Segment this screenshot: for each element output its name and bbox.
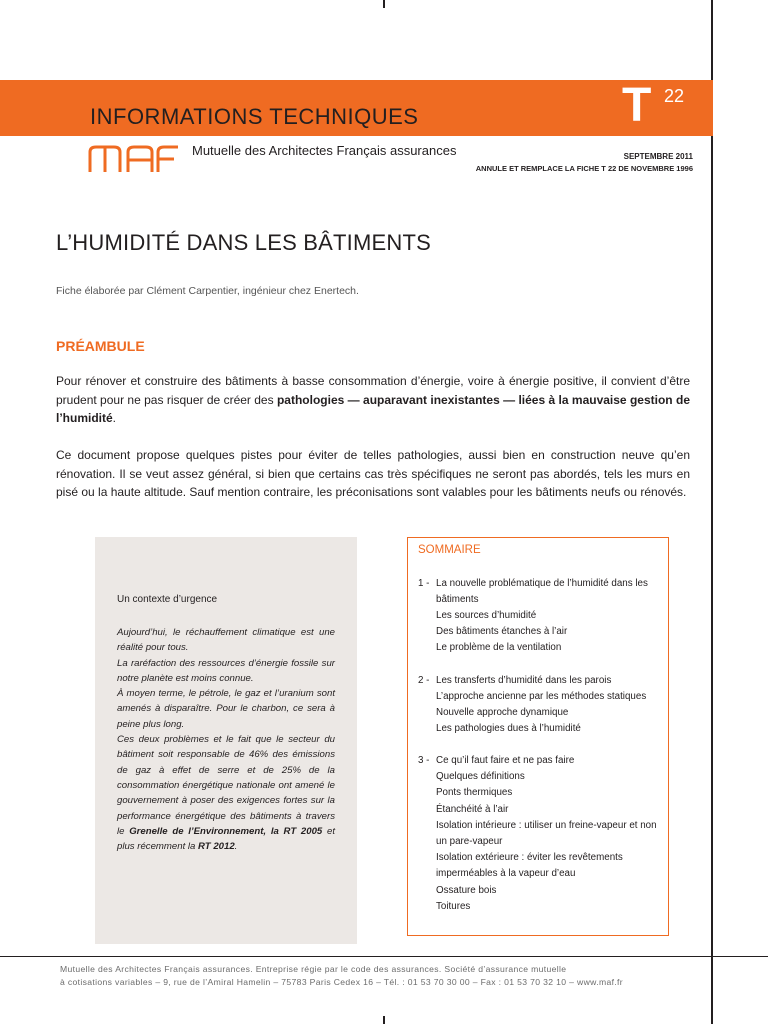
toc-section-number: 2 - — [418, 674, 430, 686]
toc-item: Toitures — [436, 900, 471, 912]
footer — [60, 963, 700, 989]
toc-item: Le problème de la ventilation — [436, 642, 562, 654]
paragraph1-text-a: Pour rénover et construire des bâtiments à basse consommation d’énergie, voire à énergie positive, il convient d’être prudent pour ne pas risquer de créer des — [56, 374, 690, 407]
context-line-4d: RT 2012 — [198, 841, 235, 853]
footer-line-2: à cotisations variables – 9, rue de l’Amiral Hamelin – 75783 Paris Cedex 16 – Tél. : 01 53 70 30 00 – Fax : 01 53 70 32 10 – www.maf.fr — [60, 977, 624, 987]
document-title: L’HUMIDITÉ DANS LES BÂTIMENTS — [56, 230, 431, 255]
toc-item: Les pathologies dues à l’humidité — [436, 723, 581, 735]
toc-section-title: La nouvelle problématique de l’humidité dans les bâtiments — [436, 578, 648, 605]
toc-section-heading — [418, 673, 663, 689]
context-line-3: À moyen terme, le pétrole, le gaz et l’uranium sont amenés à disparaître. Pour le charbon, ce sera à peine plus long. — [117, 688, 335, 730]
series-title-part2: TECHNIQUES — [269, 104, 419, 129]
footer-rule — [0, 956, 768, 957]
toc-item: Isolation intérieure : utiliser un freine-vapeur et non un pare-vapeur — [436, 819, 657, 848]
fiche-badge — [612, 79, 712, 134]
context-line-4b: Grenelle de l’Environnement, la RT 2005 — [129, 825, 323, 837]
toc-title: SOMMAIRE — [418, 544, 481, 556]
page-edge-line — [711, 0, 713, 1024]
toc-section — [418, 576, 663, 657]
crop-mark-top — [383, 0, 385, 8]
toc-item: Ponts thermiques — [436, 787, 513, 799]
toc-item: Les sources d’humidité — [436, 610, 537, 621]
paragraph1-highlight: pathologies — auparavant inexistantes — liées à la mauvaise gestion de l’humidité — [56, 392, 690, 425]
section-heading: PRÉAMBULE — [56, 338, 145, 354]
organization-name: Mutuelle des Architectes Français assurances — [192, 143, 457, 158]
toc-section-title: Les transferts d’humidité dans les parois — [436, 674, 612, 686]
publication-date: SEPTEMBRE 2011 — [623, 152, 693, 161]
context-line-2: La raréfaction des ressources d’énergie fossile sur notre planète est moins connue. — [117, 657, 335, 684]
toc-item: Isolation extérieure : éviter les revêtements imperméables à la vapeur d’eau — [436, 852, 623, 880]
context-box-text — [117, 625, 335, 854]
footer-line-1: Mutuelle des Architectes Français assurances. Entreprise régie par le code des assurances. Société d’assurance mutuelle — [60, 964, 567, 974]
crop-mark-bottom — [383, 1016, 385, 1024]
badge-number: 22 — [664, 86, 685, 106]
series-title — [90, 104, 419, 130]
context-line-4c: et plus récemment la — [117, 825, 336, 853]
toc-item: Des bâtiments étanches à l’air — [436, 626, 568, 638]
toc-item: Nouvelle approche dynamique — [436, 706, 569, 718]
context-box — [95, 537, 357, 944]
context-line-4a: Ces deux problèmes et le fait que le secteur du bâtiment soit responsable de 46% des émissions de gaz à effet de serre et de 25% de la consommation énergétique nationale ont amené le gouvernement à poser des exigences fortes sur la performance énergétique des bâtiments à travers le — [117, 734, 335, 837]
preamble-paragraph-2: Ce document propose quelques pistes pour éviter de telles pathologies, aussi bien en construction neuve qu’en rénovation. Il se veut assez général, si bien que certains cas très spécifiques ne seront pas abordés, tels les murs en pisé ou la haute altitude. Sauf mention contraire, les préconisations sont valables pour les bâtiments neufs ou rénovés. — [56, 448, 690, 499]
toc-section-heading — [418, 753, 663, 769]
toc-item: Ossature bois — [436, 884, 497, 896]
paragraph1-text-c: . — [112, 411, 117, 425]
toc-section — [418, 673, 663, 738]
toc-list — [418, 576, 663, 931]
preamble-paragraph-1 — [56, 372, 690, 428]
toc-section-title: Ce qu’il faut faire et ne pas faire — [436, 755, 575, 767]
table-of-contents — [407, 537, 669, 936]
replaces-notice: ANNULE ET REMPLACE LA FICHE T 22 DE NOVEMBRE 1996 — [475, 164, 693, 173]
context-line-1: Aujourd’hui, le réchauffement climatique est une réalité pour tous. — [117, 627, 335, 654]
maf-logo-icon — [88, 144, 180, 174]
context-line-4e: . — [234, 841, 238, 853]
toc-item: Étanchéité à l’air — [436, 803, 509, 815]
series-title-part1: INFORMATIONS — [90, 104, 264, 129]
toc-section — [418, 753, 663, 915]
toc-section-number: 1 - — [418, 578, 430, 589]
toc-section-number: 3 - — [418, 755, 430, 767]
context-box-title: Un contexte d’urgence — [117, 594, 218, 605]
toc-section-heading — [418, 576, 663, 608]
toc-item: L’approche ancienne par les méthodes statiques — [436, 690, 647, 702]
badge-letter: T — [622, 79, 652, 132]
author-line: Fiche élaborée par Clément Carpentier, ingénieur chez Enertech. — [56, 285, 359, 297]
toc-item: Quelques définitions — [436, 771, 525, 783]
